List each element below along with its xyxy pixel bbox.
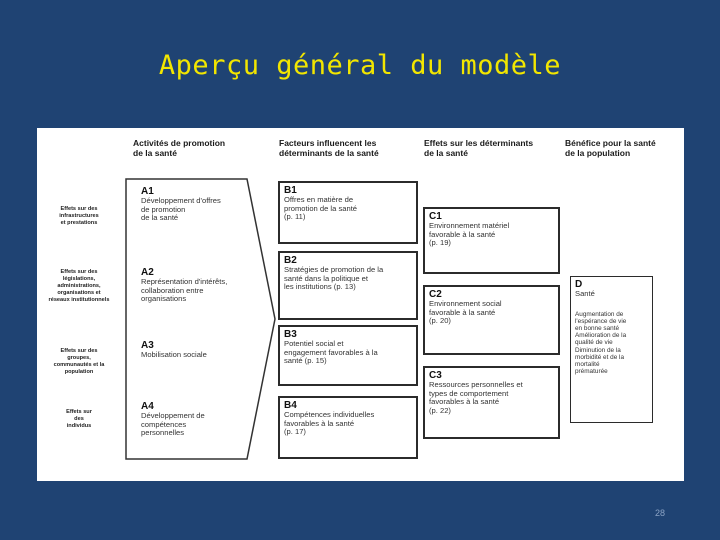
box-c3 <box>423 366 560 439</box>
box-d-detail: Augmentation de l'espérance de vie en bonne santé Amélioration de la qualité de vie Diminution de la morbidité et de la mortalité prématurée <box>575 310 627 376</box>
box-b4-text: Compétences individuelles favorables à la santé (p. 17) <box>284 410 375 437</box>
box-d-text: Santé <box>575 289 595 298</box>
item-a4-text: Développement de compétences personnelles <box>141 411 205 438</box>
box-b3-code: B3 <box>284 329 297 340</box>
item-a2-code: A2 <box>141 267 154 278</box>
box-b3-text: Potentiel social et engagement favorables à la santé (p. 15) <box>284 339 378 366</box>
box-d <box>570 276 653 423</box>
box-c3-code: C3 <box>429 370 442 381</box>
box-b4 <box>278 396 418 459</box>
side-label-infrastructures: Effets sur des infrastructures et prestations <box>59 206 99 226</box>
box-b4-code: B4 <box>284 400 297 411</box>
model-diagram <box>37 128 684 481</box>
item-a1-text: Développement d'offres de promotion de la santé <box>141 196 221 223</box>
box-b2 <box>278 251 418 320</box>
item-a2-text: Représentation d'intérêts, collaboration entre organisations <box>141 277 228 304</box>
header-factors: Facteurs influencent les déterminants de la santé <box>279 138 379 158</box>
box-b2-code: B2 <box>284 255 297 266</box>
item-a1 <box>141 186 266 223</box>
item-a4 <box>141 401 266 438</box>
item-a2 <box>141 267 276 304</box>
box-c1-code: C1 <box>429 211 442 222</box>
box-b1 <box>278 181 418 244</box>
side-label-legislations: Effets sur des législations, administrations, organisations et réseaux institutionnels <box>48 269 110 303</box>
box-c2 <box>423 285 560 355</box>
item-a3-code: A3 <box>141 340 154 351</box>
box-c1-text: Environnement matériel favorable à la santé (p. 19) <box>429 221 510 248</box>
item-a3-text: Mobilisation sociale <box>141 350 207 359</box>
box-b3 <box>278 325 418 386</box>
box-c2-code: C2 <box>429 289 442 300</box>
header-activities: Activités de promotion de la santé <box>133 138 226 158</box>
slide-title: Aperçu général du modèle <box>158 50 562 81</box>
side-label-individuals: Effets sur des individus <box>66 409 92 429</box>
box-c1 <box>423 207 560 274</box>
box-c3-text: Ressources personnelles et types de comportement favorables à la santé (p. 22) <box>429 380 523 415</box>
item-a4-code: A4 <box>141 401 154 412</box>
header-benefit: Bénéfice pour la santé de la population <box>565 138 656 158</box>
item-a3 <box>141 340 266 360</box>
box-b1-code: B1 <box>284 185 297 196</box>
box-b1-text: Offres en matière de promotion de la santé (p. 11) <box>284 195 358 222</box>
header-effects: Effets sur les déterminants de la santé <box>424 138 534 158</box>
item-a1-code: A1 <box>141 186 154 197</box>
box-b2-text: Stratégies de promotion de la santé dans la politique et les institutions (p. 13) <box>284 265 384 292</box>
side-label-groups: Effets sur des groupes, communautés et la population <box>53 348 105 375</box>
box-c2-text: Environnement social favorable à la santé (p. 20) <box>429 299 502 326</box>
box-d-code: D <box>575 279 583 290</box>
page-number: 28 <box>655 508 666 518</box>
